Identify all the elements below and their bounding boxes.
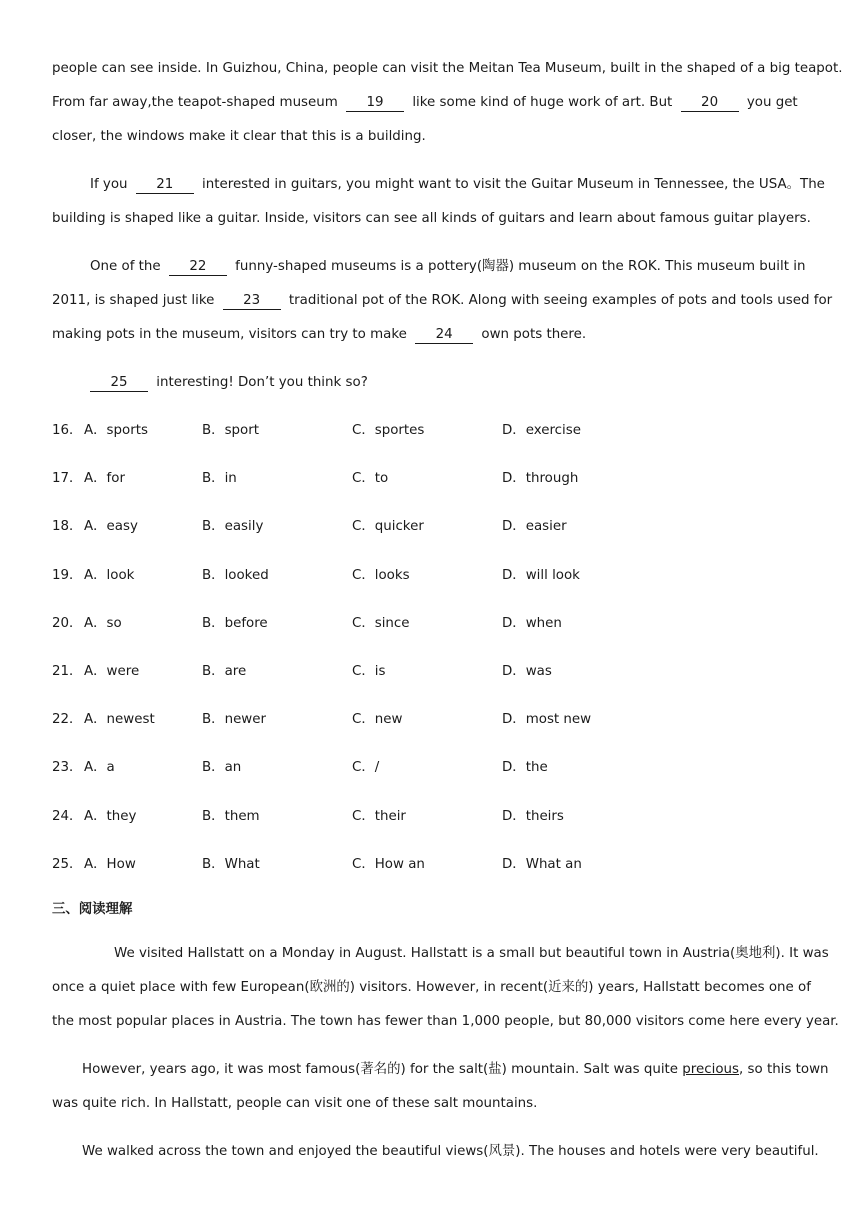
option-d[interactable]: D．through xyxy=(502,471,579,486)
text: own pots there. xyxy=(477,327,587,342)
passage-line xyxy=(52,209,811,229)
passage-line xyxy=(52,1012,839,1032)
option-c[interactable]: C．quicker xyxy=(352,519,424,534)
passage-line xyxy=(52,175,825,195)
question-number: 20． xyxy=(52,616,83,631)
text: the most popular places in Austria. The town has fewer than 1,000 people, but 80,000 visitors come here every year. xyxy=(52,1014,839,1029)
text: like some kind of huge work of art. But xyxy=(408,95,677,110)
passage-line xyxy=(52,1060,829,1080)
text: One of the xyxy=(90,259,165,274)
option-a[interactable]: A．they xyxy=(84,809,137,824)
text: We walked across the town and enjoyed the beautiful views(风景). The houses and hotels were very beautiful. xyxy=(82,1144,819,1159)
text: , so this town xyxy=(739,1062,829,1077)
option-d[interactable]: D．most new xyxy=(502,712,592,727)
option-d[interactable]: D．was xyxy=(502,664,552,679)
question-number: 21． xyxy=(52,664,83,679)
question-number: 16． xyxy=(52,423,83,438)
question-number: 18． xyxy=(52,519,83,534)
option-a[interactable]: A．sports xyxy=(84,423,148,438)
option-c[interactable]: C．/ xyxy=(352,760,380,775)
text: people can see inside. In Guizhou, China, people can visit the Meitan Tea Museum, built in the shaped of a big teapot. xyxy=(52,61,843,76)
option-a[interactable]: A．newest xyxy=(84,712,155,727)
option-c[interactable]: C．sportes xyxy=(352,423,425,438)
blank-20[interactable]: 20 xyxy=(681,95,739,112)
option-a[interactable]: A．easy xyxy=(84,519,138,534)
option-c[interactable]: C．to xyxy=(352,471,389,486)
passage-line xyxy=(52,373,368,393)
text: funny-shaped museums is a pottery(陶器) museum on the ROK. This museum built in xyxy=(230,259,806,274)
passage-line xyxy=(52,59,843,79)
option-a[interactable]: A．were xyxy=(84,664,140,679)
passage-line xyxy=(52,257,805,277)
question-number: 25． xyxy=(52,857,83,872)
text: interested in guitars, you might want to visit the Guitar Museum in Tennessee, the USA。The xyxy=(197,177,825,192)
text: We visited Hallstatt on a Monday in August. Hallstatt is a small but beautiful town in Austria(奥地利). It was xyxy=(114,946,829,961)
blank-24[interactable]: 24 xyxy=(415,327,473,344)
option-a[interactable]: A．look xyxy=(84,568,135,583)
option-b[interactable]: B．before xyxy=(202,616,268,631)
text: From far away,the teapot-shaped museum xyxy=(52,95,343,110)
option-b[interactable]: B．them xyxy=(202,809,260,824)
text: traditional pot of the ROK. Along with seeing examples of pots and tools used for xyxy=(284,293,833,308)
underlined-word: precious xyxy=(682,1062,739,1077)
question-number: 24． xyxy=(52,809,83,824)
passage-line xyxy=(52,1142,819,1162)
section-title: 三、阅读理解 xyxy=(52,902,133,917)
option-d[interactable]: D．when xyxy=(502,616,562,631)
option-d[interactable]: D．will look xyxy=(502,568,580,583)
option-b[interactable]: B．looked xyxy=(202,568,269,583)
option-b[interactable]: B．What xyxy=(202,857,260,872)
blank-25[interactable]: 25 xyxy=(90,375,148,392)
option-c[interactable]: C．new xyxy=(352,712,403,727)
text: making pots in the museum, visitors can try to make xyxy=(52,327,412,342)
blank-19[interactable]: 19 xyxy=(346,95,404,112)
blank-21[interactable]: 21 xyxy=(136,177,194,194)
option-b[interactable]: B．in xyxy=(202,471,237,486)
option-c[interactable]: C．looks xyxy=(352,568,410,583)
passage-line xyxy=(52,944,829,964)
question-number: 22． xyxy=(52,712,83,727)
option-b[interactable]: B．easily xyxy=(202,519,264,534)
text: was quite rich. In Hallstatt, people can visit one of these salt mountains. xyxy=(52,1096,538,1111)
text: 2011, is shaped just like xyxy=(52,293,219,308)
text: If you xyxy=(90,177,132,192)
question-number: 17． xyxy=(52,471,83,486)
text: However, years ago, it was most famous(著名的) for the salt(盐) mountain. Salt was quite xyxy=(82,1062,683,1077)
blank-23[interactable]: 23 xyxy=(223,293,281,310)
passage-line xyxy=(52,978,811,998)
blank-22[interactable]: 22 xyxy=(169,259,227,276)
passage-line xyxy=(52,93,798,113)
option-c[interactable]: C．their xyxy=(352,809,406,824)
option-d[interactable]: D．easier xyxy=(502,519,567,534)
option-d[interactable]: D．theirs xyxy=(502,809,564,824)
passage-line xyxy=(52,1094,537,1114)
option-c[interactable]: C．How an xyxy=(352,857,425,872)
option-a[interactable]: A．a xyxy=(84,760,115,775)
passage-line xyxy=(52,127,426,147)
text: interesting! Don’t you think so? xyxy=(152,375,368,390)
text: you get xyxy=(742,95,798,110)
option-c[interactable]: C．is xyxy=(352,664,386,679)
option-b[interactable]: B．sport xyxy=(202,423,260,438)
option-a[interactable]: A．for xyxy=(84,471,125,486)
question-number: 23． xyxy=(52,760,83,775)
option-a[interactable]: A．How xyxy=(84,857,136,872)
passage-line xyxy=(52,325,586,345)
option-d[interactable]: D．What an xyxy=(502,857,582,872)
option-c[interactable]: C．since xyxy=(352,616,410,631)
text: closer, the windows make it clear that this is a building. xyxy=(52,129,426,144)
passage-line xyxy=(52,291,832,311)
option-d[interactable]: D．the xyxy=(502,760,548,775)
text: building is shaped like a guitar. Inside, visitors can see all kinds of guitars and learn about famous guitar players. xyxy=(52,211,811,226)
option-b[interactable]: B．are xyxy=(202,664,247,679)
option-a[interactable]: A．so xyxy=(84,616,122,631)
question-number: 19． xyxy=(52,568,83,583)
option-b[interactable]: B．an xyxy=(202,760,242,775)
option-d[interactable]: D．exercise xyxy=(502,423,581,438)
option-b[interactable]: B．newer xyxy=(202,712,266,727)
text: once a quiet place with few European(欧洲的) visitors. However, in recent(近来的) years, Hallstatt becomes one of xyxy=(52,980,811,995)
